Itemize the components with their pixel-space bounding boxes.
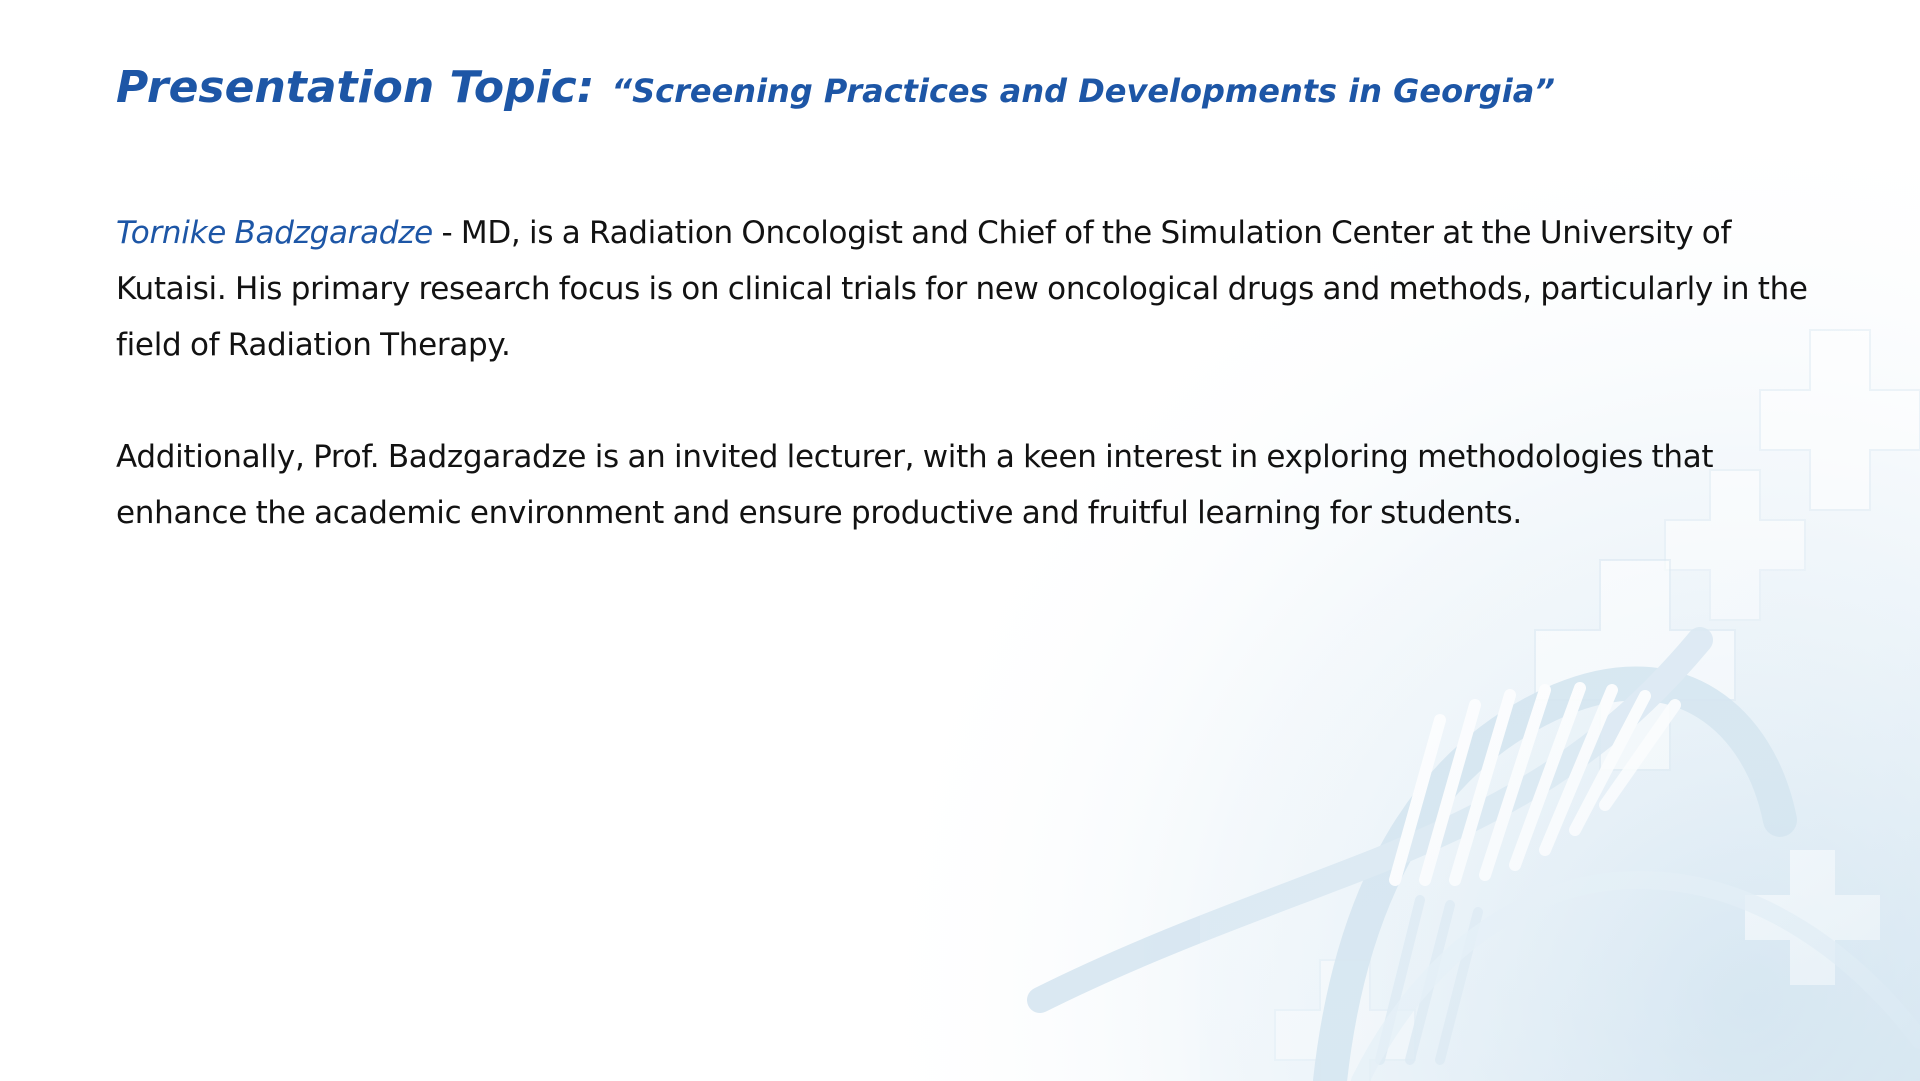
page-title <box>116 62 1816 115</box>
title-label: Presentation Topic: <box>116 62 595 113</box>
content-area <box>116 62 1816 541</box>
bio-paragraph-1 <box>116 205 1816 373</box>
presentation-topic: “Screening Practices and Developments in Georgia” <box>611 72 1555 110</box>
corner-wash <box>1200 560 1920 1081</box>
speaker-name: Tornike Badzgaradze <box>116 214 433 251</box>
bio-paragraph-2: Additionally, Prof. Badzgaradze is an invited lecturer, with a keen interest in exploring methodologies that enhance the academic environment and ensure productive and fruitful learning for students. <box>116 438 1714 531</box>
bio-paragraph-1-text: - MD, is a Radiation Oncologist and Chief of the Simulation Center at the University of Kutaisi. His primary research focus is on clinical trials for new oncological drugs and methods, particularly in the field of Radiation Therapy. <box>116 214 1808 363</box>
